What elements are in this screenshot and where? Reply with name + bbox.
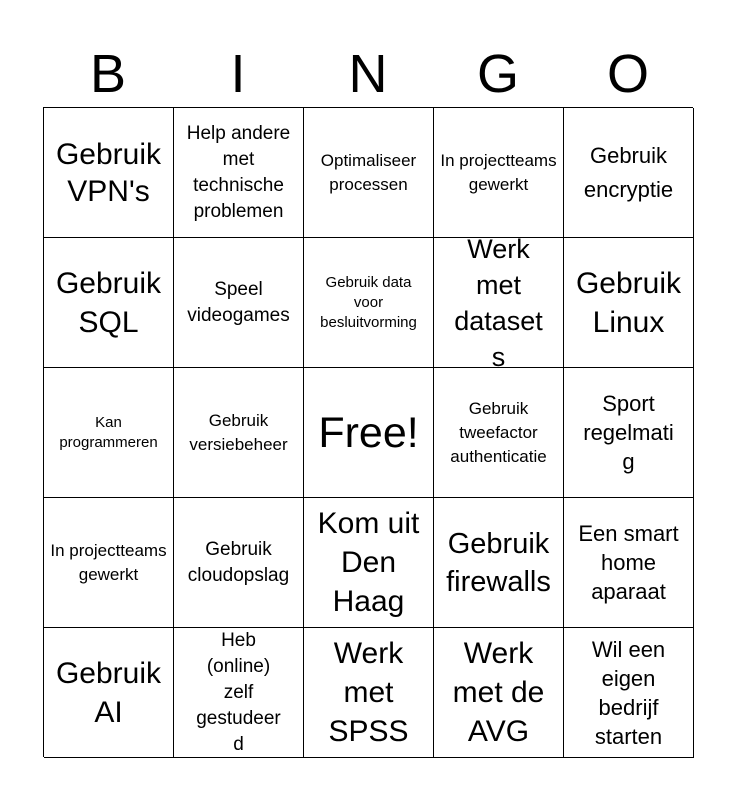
bingo-cell[interactable] (44, 368, 174, 498)
bingo-cell[interactable] (434, 238, 564, 368)
cell-text: Gebruik data voor besluitvorming (320, 273, 417, 331)
header-letter-g: G (476, 44, 519, 104)
cell-text: Gebruik SQL (55, 266, 162, 339)
cell-text: Gebruik VPN's (55, 137, 162, 208)
bingo-cell[interactable] (434, 368, 564, 498)
bingo-cell[interactable] (174, 628, 304, 758)
bingo-cell[interactable] (44, 498, 174, 628)
cell-text: Gebruik tweefactor authenticatie (450, 398, 547, 466)
cell-text: Gebruik versiebeheer (189, 410, 288, 454)
header-letter-o: O (606, 44, 649, 104)
bingo-cell[interactable] (564, 368, 694, 498)
bingo-cell[interactable] (304, 108, 434, 238)
cell-text: Gebruik Linux (575, 266, 682, 339)
cell-text: Heb (online) zelf gestudeerd (196, 629, 281, 755)
cell-text: Help andere met technische problemen (186, 122, 291, 222)
header-letter-n: N (348, 44, 388, 104)
cell-text: Gebruik firewalls (446, 527, 551, 598)
free-space-text: Free! (318, 408, 419, 457)
bingo-cell[interactable] (174, 238, 304, 368)
bingo-cell[interactable] (564, 108, 694, 238)
bingo-cell[interactable] (304, 238, 434, 368)
bingo-cell[interactable] (564, 238, 694, 368)
cell-text: Werk met datasets (454, 238, 543, 368)
bingo-cell[interactable] (304, 628, 434, 758)
cell-text: Kan programmeren (59, 413, 158, 451)
bingo-cell[interactable] (174, 108, 304, 238)
bingo-cell[interactable] (44, 628, 174, 758)
header-letter-i: I (230, 44, 246, 104)
bingo-cell[interactable] (434, 498, 564, 628)
cell-text: Werk met SPSS (328, 637, 409, 748)
cell-text: Gebruik encryptie (583, 142, 674, 202)
bingo-cell[interactable] (434, 108, 564, 238)
cell-text: Wil een eigen bedrijf starten (591, 636, 666, 749)
bingo-cell[interactable] (44, 238, 174, 368)
cell-text: Speel videogames (187, 278, 290, 326)
cell-text: Een smart home aparaat (578, 521, 679, 604)
cell-text: Optimaliseer processen (320, 150, 417, 194)
bingo-cell[interactable] (174, 368, 304, 498)
bingo-cell free-cell[interactable] (304, 368, 434, 498)
header-letter-b: B (89, 44, 127, 104)
bingo-cell[interactable] (434, 628, 564, 758)
bingo-board (43, 107, 693, 757)
cell-text: Werk met de AVG (452, 637, 545, 748)
bingo-header (43, 40, 693, 108)
bingo-cell[interactable] (44, 108, 174, 238)
bingo-cell[interactable] (564, 628, 694, 758)
cell-text: Sport regelmatig (583, 391, 674, 474)
bingo-cell[interactable] (174, 498, 304, 628)
bingo-cell[interactable] (304, 498, 434, 628)
cell-text: In projectteams gewerkt (440, 150, 557, 194)
cell-text: Gebruik AI (55, 656, 162, 729)
cell-text: Kom uit Den Haag (317, 507, 420, 618)
cell-text: In projectteams gewerkt (50, 540, 167, 584)
cell-text: Gebruik cloudopslag (187, 538, 290, 586)
bingo-cell[interactable] (564, 498, 694, 628)
